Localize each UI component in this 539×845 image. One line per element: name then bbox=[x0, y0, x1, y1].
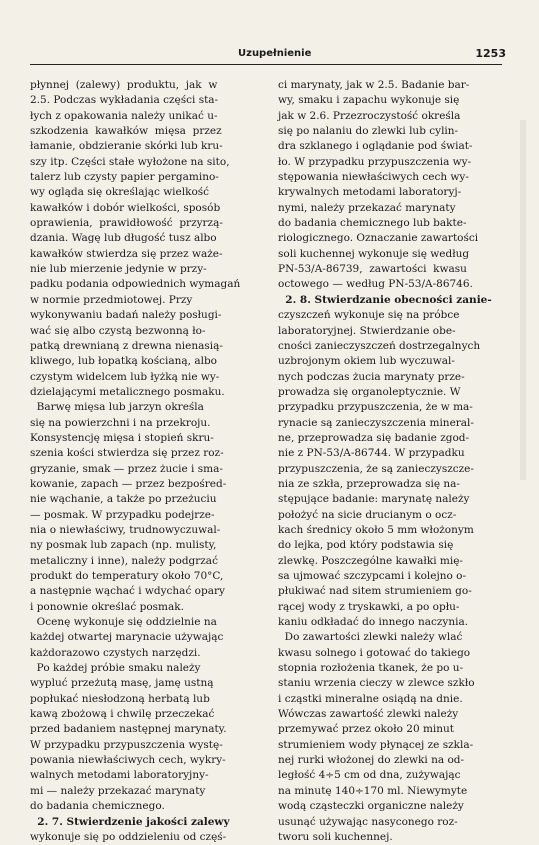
text-line: na minutę 140÷170 ml. Niewymyte bbox=[278, 784, 468, 797]
text-line: produkt do temperatury około 70°C, bbox=[30, 570, 224, 582]
text-line: stopnia rozłożenia tkanek, że po u- bbox=[278, 662, 464, 675]
section-title: Uzupełnienie bbox=[238, 48, 312, 59]
text-line: metaliczny i inne), należy podgrzać bbox=[30, 554, 218, 567]
text-line: nej rurki włożonej do zlewki na od- bbox=[278, 754, 465, 767]
text-line: nymi, należy przekazać marynaty bbox=[278, 201, 456, 214]
text-line: wykonuje się po oddzieleniu od częś- bbox=[30, 830, 227, 843]
text-line: 2. 8. Stwierdzanie obecności zanie- bbox=[278, 293, 492, 306]
text-line: walnych metodami laboratoryjny- bbox=[30, 769, 209, 782]
text-line: talerz lub czysty papier pergamino- bbox=[30, 171, 219, 184]
text-line: riologicznego. Oznaczanie zawartości bbox=[278, 232, 479, 245]
text-line: kowanie, zapach — przez bezpośred- bbox=[30, 477, 227, 490]
text-line: Ocenę wykonuje się oddzielnie na bbox=[30, 616, 217, 629]
text-line: ny posmak lub zapach (np. mulisty, bbox=[30, 539, 217, 552]
text-line: dzania. Wagę lub długość tusz albo bbox=[30, 232, 217, 245]
left-text-column bbox=[30, 78, 262, 845]
text-line: i cząstki mineralne osiądą na dnie. bbox=[278, 692, 463, 705]
text-line: W przypadku przypuszczenia wystę- bbox=[30, 738, 223, 751]
text-line: soli kuchennej wykonuje się według bbox=[278, 247, 470, 260]
text-line: Wówczas zawartość zlewki należy bbox=[278, 708, 459, 721]
text-line: wy, smaku i zapachu wykonuje się bbox=[278, 94, 460, 107]
text-line: PN-53/A-86739, zawartości kwasu bbox=[278, 263, 467, 276]
text-line: tworu soli kuchennej. bbox=[278, 830, 393, 843]
text-line: kawą zbożową i chwilę przeczekać bbox=[30, 708, 215, 721]
text-line: strumieniem wody płynącej ze szkla- bbox=[278, 738, 474, 751]
text-line: zlewkę. Poszczególne kawałki mię- bbox=[278, 554, 463, 567]
text-line: do badania chemicznego lub bakte- bbox=[278, 217, 467, 230]
text-line: uzbrojonym okiem lub wyczuwal- bbox=[278, 355, 455, 368]
text-line: a następnie wąchać i wdychać opary bbox=[30, 585, 225, 598]
text-line: padku podania odpowiednich wymagań bbox=[30, 278, 241, 291]
text-line: nych podczas żucia marynaty prze- bbox=[278, 370, 465, 383]
text-line: wypluć przeżutą masę, jamę ustną bbox=[30, 677, 214, 690]
text-line: powania niewłaściwych cech, wykry- bbox=[30, 754, 226, 767]
text-line: sa ujmować szczypcami i kolejno o- bbox=[278, 570, 467, 582]
text-line: cności zanieczyszczeń dostrzegalnych bbox=[278, 339, 481, 352]
scan-edge-artifact bbox=[520, 120, 526, 480]
text-line: płukiwać nad sitem strumieniem go- bbox=[278, 585, 472, 598]
text-line: Konsystencję mięsa i stopień skru- bbox=[30, 431, 214, 444]
text-line: kwasu solnego i gotować do takiego bbox=[278, 646, 471, 659]
text-line: ło. W przypadku przypuszczenia wy- bbox=[278, 155, 472, 168]
text-line: szenia kości stwierdza się przez roz- bbox=[30, 447, 224, 460]
text-line: przed badaniem następnej marynaty. bbox=[30, 723, 227, 736]
text-line: się po nalaniu do zlewki lub cylin- bbox=[278, 125, 459, 138]
text-line: mi — należy przekazać marynaty bbox=[30, 784, 206, 797]
text-line: ci marynaty, jak w 2.5. Badanie bar- bbox=[278, 79, 470, 91]
text-line: czyszczeń wykonuje się na próbce bbox=[278, 309, 460, 322]
text-line: kawałków i dobór wielkości, sposób bbox=[30, 201, 221, 214]
text-line: w normie przedmiotowej. Przy bbox=[30, 293, 193, 306]
text-line: jak w 2.6. Przezroczystość określa bbox=[278, 109, 461, 122]
text-line: gryzanie, smak — przez żucie i sma- bbox=[30, 462, 223, 475]
text-line: dzielającymi metalicznego posmaku. bbox=[30, 385, 225, 398]
text-line: krywalnych metodami laboratoryj- bbox=[278, 186, 462, 199]
text-line: wać się albo czystą bezwonną ło- bbox=[30, 324, 206, 337]
text-line: przypadku przypuszczenia, że w ma- bbox=[278, 401, 473, 414]
text-line: szy itp. Części stałe wyłożone na sito, bbox=[30, 155, 230, 168]
text-line: oprawienia, prawidłowość przyrzą- bbox=[30, 217, 223, 230]
text-line: staniu wrzenia cieczy w zlewce szkło bbox=[278, 677, 475, 690]
text-line: usunąć używając nasyconego roz- bbox=[278, 815, 458, 828]
text-line: wodą cząsteczki organiczne należy bbox=[278, 800, 464, 813]
text-line: kliwego, lub łopatką kościaną, albo bbox=[30, 355, 217, 368]
text-line: czystym widelcem lub łyżką nie wy- bbox=[30, 370, 220, 383]
text-line: każdej otwartej marynacie używając bbox=[30, 631, 224, 644]
text-line: kach średnicy około 5 mm włożonym bbox=[278, 523, 474, 536]
text-line: octowego — według PN-53/A-86746. bbox=[278, 278, 473, 291]
text-line: Po każdej próbie smaku należy bbox=[30, 662, 201, 675]
running-header bbox=[30, 46, 506, 65]
text-line: — posmak. W przypadku podejrze- bbox=[30, 508, 215, 521]
text-line: stępowania niewłaściwych cech wy- bbox=[278, 171, 469, 184]
text-line: nie lub mierzenie jedynie w przy- bbox=[30, 263, 207, 276]
text-line: wy ogląda się określając wielkość bbox=[30, 186, 210, 199]
text-line: się na powierzchni i na przekroju. bbox=[30, 416, 211, 429]
text-line: płynnej (zalewy) produktu, jak w bbox=[30, 79, 218, 91]
text-line: nie wąchanie, a także po przeżuciu bbox=[30, 493, 217, 506]
text-line: nia o niewłaściwy, trudnowyczuwal- bbox=[30, 523, 221, 536]
text-line: dra szklanego i oglądanie pod świat- bbox=[278, 140, 473, 153]
text-line: laboratoryjnej. Stwierdzanie obe- bbox=[278, 324, 456, 337]
text-line: położyć na sicie drucianym o ocz- bbox=[278, 508, 457, 521]
text-line: do badania chemicznego. bbox=[30, 800, 165, 813]
text-line: nia ze szkła, przeprowadza się na- bbox=[278, 477, 460, 490]
text-line: do lejka, pod który podstawia się bbox=[278, 539, 454, 552]
text-line: przemywać przez około 20 minut bbox=[278, 723, 455, 736]
text-line: stępujące badanie: marynatę należy bbox=[278, 493, 470, 506]
text-line: ległość 4÷5 cm od dna, zużywając bbox=[278, 769, 461, 782]
text-line: wykonywaniu badań należy posługi- bbox=[30, 309, 222, 322]
text-line: rącej wody z tryskawki, a po opłu- bbox=[278, 600, 460, 613]
text-line: patką drewnianą z drewna nienasią- bbox=[30, 339, 223, 352]
text-line: i ponownie określać posmak. bbox=[30, 600, 184, 613]
page-number: 1253 bbox=[475, 47, 506, 60]
text-line: Barwę mięsa lub jarzyn określa bbox=[30, 401, 204, 414]
text-line: przypuszczenia, że są zanieczyszcze- bbox=[278, 462, 474, 475]
text-line: prowadza się organoleptycznie. W bbox=[278, 385, 461, 398]
text-line: łych z opakowania należy unikać u- bbox=[30, 109, 218, 122]
text-line: szkodzenia kawałków mięsa przez bbox=[30, 125, 222, 138]
text-line: łamanie, obdzieranie skórki lub kru- bbox=[30, 140, 223, 153]
text-line: kaniu odkładać do innego naczynia. bbox=[278, 616, 469, 629]
text-line: ne, przeprowadza się badanie zgod- bbox=[278, 431, 470, 444]
text-line: rynacie są zanieczyszczenia mineral- bbox=[278, 416, 474, 429]
text-line: popłukać niesłodzoną herbatą lub bbox=[30, 692, 210, 705]
text-line: nie z PN-53/A-86744. W przypadku bbox=[278, 447, 465, 460]
right-text-column bbox=[278, 78, 510, 845]
text-line: każdorazowo czystych narzędzi. bbox=[30, 646, 201, 659]
text-line: 2. 7. Stwierdzenie jakości zalewy bbox=[30, 815, 230, 828]
text-line: kawałków stwierdza się przez waże- bbox=[30, 247, 223, 260]
text-line: 2.5. Podczas wykładania części sta- bbox=[30, 94, 219, 107]
text-line: Do zawartości zlewki należy wlać bbox=[278, 631, 463, 644]
